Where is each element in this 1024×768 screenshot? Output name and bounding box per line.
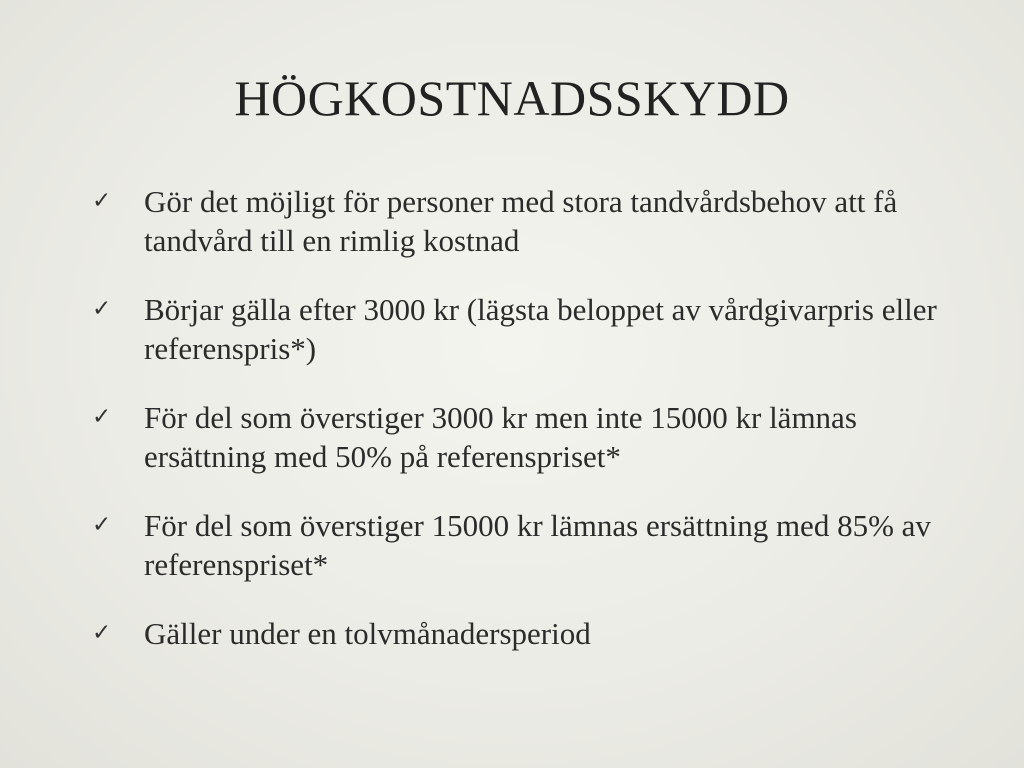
bullet-item (92, 182, 962, 260)
bullet-text: För del som överstiger 15000 kr lämnas ersättning med 85% av referenspriset* (144, 508, 931, 582)
check-mark-icon: ✓ (92, 404, 112, 430)
check-mark-icon: ✓ (92, 512, 112, 538)
bullet-item (92, 290, 962, 368)
bullet-text: För del som överstiger 3000 kr men inte 15000 kr lämnas ersättning med 50% på referenspriset* (144, 400, 857, 474)
check-mark-icon: ✓ (92, 188, 112, 214)
bullet-list (92, 182, 962, 683)
bullet-text: Gäller under en tolvmånadersperiod (144, 616, 591, 651)
bullet-text: Gör det möjligt för personer med stora tandvårdsbehov att få tandvård till en rimlig kostnad (144, 184, 898, 258)
bullet-text: Börjar gälla efter 3000 kr (lägsta beloppet av vårdgivarpris eller referenspris*) (144, 292, 937, 366)
slide-title: HÖGKOSTNADSSKYDD (234, 70, 790, 126)
check-mark-icon: ✓ (92, 296, 112, 322)
bullet-item (92, 398, 962, 476)
bullet-item (92, 614, 962, 653)
bullet-item (92, 506, 962, 584)
check-mark-icon: ✓ (92, 620, 112, 646)
